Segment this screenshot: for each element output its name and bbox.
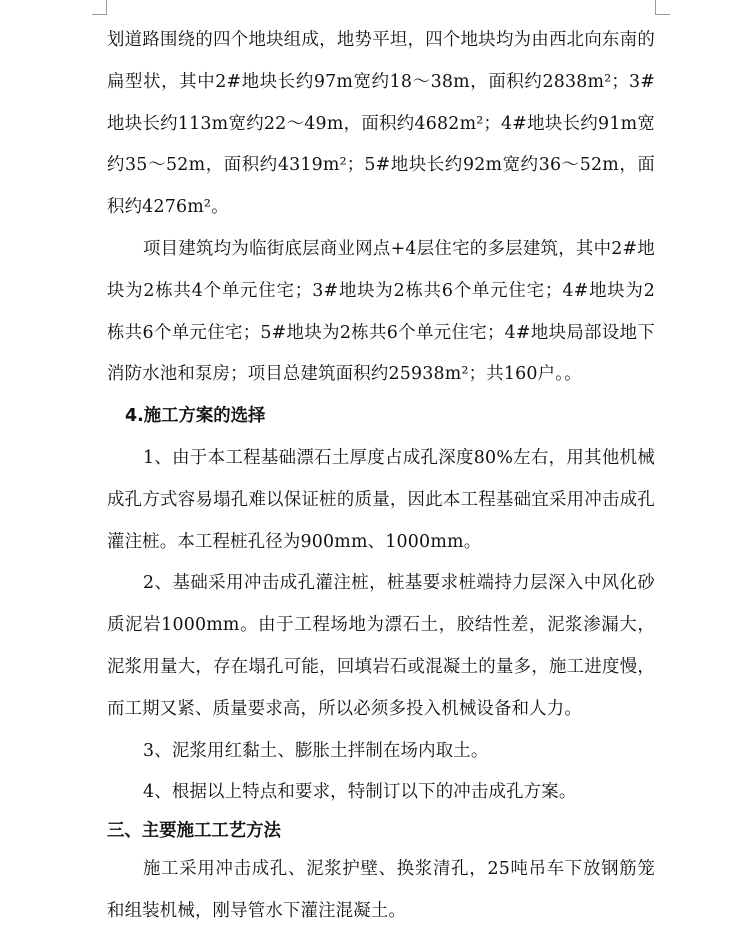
list-item-4: 4、根据以上特点和要求，特制订以下的冲击成孔方案。: [143, 782, 577, 803]
list-item-1: 1、由于本工程基础漂石土厚度占成孔深度80%左右，用其他机械成孔方式容易塌孔难以保证桩的质量，因此本工程基础宜采用冲击成孔灌注桩。本工程桩孔径为900mm、1000mm。: [107, 447, 655, 552]
paragraph-process-summary: 施工采用冲击成孔、泥浆护壁、换浆清孔，25吨吊车下放钢筋笼和组装机械，刚导管水下灌注混凝土。: [107, 859, 655, 921]
list-item-3: 3、泥浆用红黏土、膨胀土拌制在场内取土。: [143, 740, 489, 761]
section-heading-construction-scheme: 4.施工方案的选择: [125, 406, 266, 427]
list-item-2: 2、基础采用冲击成孔灌注桩，桩基要求桩端持力层深入中风化砂质泥岩1000mm。由于工程场地为漂石土，胶结性差，泥浆渗漏大，泥浆用量大，存在塌孔可能，回填岩石或混凝土的量多，施工进度慢，而工期又紧、质量要求高，所以必须多投入机械设备和人力。: [107, 573, 655, 719]
margin-corner-mark-right: [655, 0, 670, 15]
margin-corner-mark-left: [92, 0, 107, 15]
section-heading-main-process: 三、主要施工工艺方法: [107, 821, 281, 842]
paragraph-building-description: 项目建筑均为临街底层商业网点+4层住宅的多层建筑，其中2#地块为2栋共4个单元住宅；3#地块为2栋共6个单元住宅；4#地块为2栋共6个单元住宅；5#地块为2栋共6个单元住宅；4#地块局部设地下消防水池和泵房；项目总建筑面积约25938m²；共160户。。: [107, 238, 655, 385]
document-body: [107, 20, 655, 933]
paragraph-site-description: 划道路围绕的四个地块组成，地势平坦，四个地块均为由西北向东南的扁型状，其中2#地块长约97m宽约18～38m，面积约2838m²；3#地块长约113m宽约22～49m，面积约4682m²；4#地块长约91m宽约35～52m，面积约4319m²；5#地块长约92m宽约36～52m，面积约4276m²。: [107, 30, 655, 218]
